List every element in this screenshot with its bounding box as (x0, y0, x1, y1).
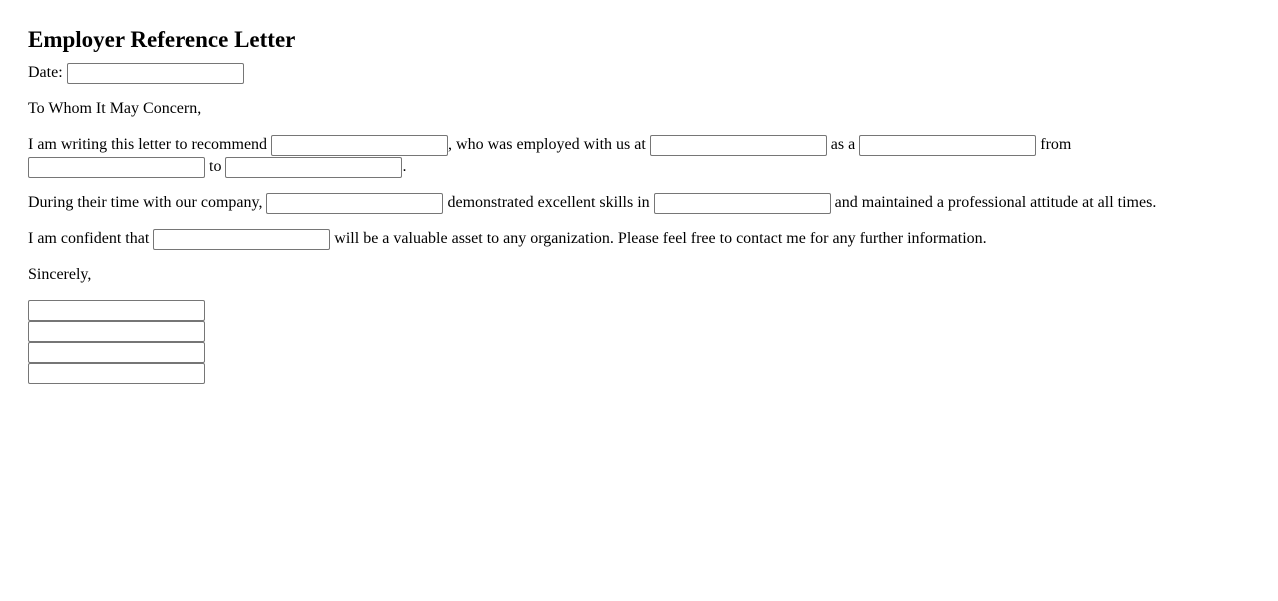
p1-text-6: . (402, 158, 407, 175)
closing: Sincerely, (28, 266, 92, 283)
signature-block (28, 300, 1258, 384)
p1-text-1: I am writing this letter to recommend (28, 136, 268, 153)
date-label: Date: (28, 64, 63, 81)
paragraph-recommendation (28, 134, 1258, 178)
signature-title-input[interactable] (28, 321, 205, 342)
page-title: Employer Reference Letter (28, 27, 296, 52)
paragraph-skills (28, 192, 1258, 214)
company-name-input[interactable] (650, 135, 827, 156)
signature-company-input[interactable] (28, 342, 205, 363)
employee-name-input-2[interactable] (266, 193, 443, 214)
signature-contact-input[interactable] (28, 363, 205, 384)
p2-text-2: demonstrated excellent skills in (447, 194, 650, 211)
date-row (28, 62, 1258, 84)
job-title-input[interactable] (859, 135, 1036, 156)
salutation: To Whom It May Concern, (28, 100, 202, 117)
signature-name-input[interactable] (28, 300, 205, 321)
end-date-input[interactable] (225, 157, 402, 178)
p2-text-1: During their time with our company, (28, 194, 263, 211)
p1-text-3: as a (830, 136, 856, 153)
p1-text-5: to (209, 158, 222, 175)
paragraph-confidence (28, 228, 1258, 250)
p3-text-1: I am confident that (28, 230, 150, 247)
p3-text-2: will be a valuable asset to any organization. Please feel free to contact me for any further information. (334, 230, 987, 247)
employee-name-input[interactable] (271, 135, 448, 156)
date-input[interactable] (67, 63, 244, 84)
skills-input[interactable] (654, 193, 831, 214)
employee-name-input-3[interactable] (153, 229, 330, 250)
start-date-input[interactable] (28, 157, 205, 178)
p1-text-4: from (1040, 136, 1072, 153)
p1-text-2: , who was employed with us at (448, 136, 646, 153)
p2-text-3: and maintained a professional attitude at all times. (834, 194, 1157, 211)
